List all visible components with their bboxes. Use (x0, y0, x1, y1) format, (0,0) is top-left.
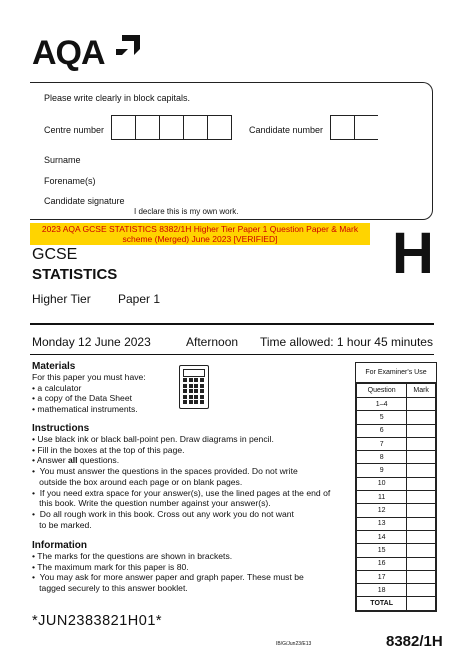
examiner-table-row (357, 411, 436, 424)
mark-cell[interactable] (407, 517, 436, 530)
candidate-number-boxes[interactable] (330, 115, 377, 140)
examiner-use-table (355, 362, 437, 612)
examiner-table-row (357, 544, 436, 557)
block-capitals-instruction: Please write clearly in block capitals. (44, 93, 191, 103)
materials-heading: Materials (32, 361, 76, 372)
materials-item: • a copy of the Data Sheet (32, 393, 132, 404)
question-number-cell: 9 (357, 464, 407, 477)
candidate-signature-label: Candidate signature (44, 196, 125, 206)
aqa-logo-mark-icon (116, 35, 140, 57)
mark-cell[interactable] (407, 504, 436, 517)
mark-cell[interactable] (407, 411, 436, 424)
examiner-table-row (357, 424, 436, 437)
mark-cell[interactable] (407, 424, 436, 437)
mark-cell[interactable] (407, 451, 436, 464)
qualification-title: GCSE (32, 246, 78, 263)
question-number-cell: 5 (357, 411, 407, 424)
materials-item: • mathematical instruments. (32, 404, 138, 415)
question-number-cell: 17 (357, 570, 407, 583)
tier-letter: H (392, 221, 434, 286)
mark-cell[interactable] (407, 398, 436, 411)
total-label: TOTAL (357, 597, 407, 611)
examiner-table-row (357, 570, 436, 583)
mark-column-header: Mark (407, 384, 436, 398)
examiner-table-row (357, 491, 436, 504)
materials-section (32, 361, 146, 415)
question-column-header: Question (357, 384, 407, 398)
paper-code: 8382/1H (386, 633, 443, 650)
information-line: • The maximum mark for this paper is 80. (32, 561, 189, 572)
aqa-logo (32, 34, 142, 74)
examiner-table-row (357, 530, 436, 543)
instruction-line: outside the box around each page or on blank pages. (32, 476, 243, 487)
examiner-table-row (357, 557, 436, 570)
instruction-line: • If you need extra space for your answer(s), use the lined pages at the end of (32, 487, 331, 498)
barcode-text: *JUN2383821H01* (32, 613, 163, 629)
paper-label: Paper 1 (118, 292, 161, 306)
mark-cell[interactable] (407, 437, 436, 450)
instruction-line: to be marked. (32, 519, 92, 530)
declaration-text: I declare this is my own work. (134, 207, 239, 216)
question-number-cell: 12 (357, 504, 407, 517)
exam-session: Afternoon (186, 335, 239, 349)
footer-reference: IB/G/Jun23/E13 (276, 641, 312, 647)
examiner-total-row (357, 597, 436, 611)
instruction-line: this book. Write the question number against your answer(s). (32, 498, 271, 509)
instructions-heading: Instructions (32, 423, 90, 434)
mark-cell[interactable] (407, 570, 436, 583)
surname-label: Surname (44, 155, 81, 165)
mark-cell[interactable] (407, 557, 436, 570)
examiner-table-heading: For Examiner's Use (356, 363, 436, 383)
subject-title: STATISTICS (32, 266, 118, 283)
question-number-cell: 13 (357, 517, 407, 530)
examiner-table-row (357, 437, 436, 450)
examiner-table-row (357, 451, 436, 464)
candidate-number-label: Candidate number (249, 125, 324, 135)
information-section (32, 540, 304, 594)
question-number-cell: 8 (357, 451, 407, 464)
question-number-cell: 18 (357, 584, 407, 597)
divider-bottom (30, 354, 434, 355)
mark-cell[interactable] (407, 491, 436, 504)
question-number-cell: 7 (357, 437, 407, 450)
instruction-line: • Use black ink or black ball-point pen. Draw diagrams in pencil. (32, 434, 274, 444)
examiner-table-row (357, 504, 436, 517)
candidate-details-box (30, 82, 433, 220)
candidate-number-box[interactable] (354, 115, 378, 140)
instruction-line: • Do all rough work in this book. Cross out any work you do not want (32, 508, 294, 519)
mark-cell[interactable] (407, 477, 436, 490)
instructions-section (32, 423, 330, 530)
centre-number-boxes[interactable] (111, 115, 231, 140)
mark-cell[interactable] (407, 464, 436, 477)
examiner-table-row (357, 464, 436, 477)
information-line: • You may ask for more answer paper and graph paper. These must be (32, 572, 304, 583)
examiner-table-row (357, 517, 436, 530)
centre-number-box[interactable] (207, 115, 232, 140)
centre-number-label: Centre number (44, 125, 105, 135)
forenames-label: Forename(s) (44, 176, 96, 186)
centre-number-box[interactable] (159, 115, 184, 140)
question-number-cell: 11 (357, 491, 407, 504)
examiner-table-row (357, 477, 436, 490)
information-line: tagged securely to this answer booklet. (32, 583, 188, 594)
question-number-cell: 14 (357, 530, 407, 543)
calculator-icon (179, 365, 209, 409)
question-number-cell: 1–4 (357, 398, 407, 411)
question-number-cell: 16 (357, 557, 407, 570)
mark-cell[interactable] (407, 530, 436, 543)
total-mark-cell[interactable] (407, 597, 436, 611)
logo-text: AQA (32, 34, 105, 72)
instruction-answer-all: • Answer all questions. (32, 455, 120, 466)
question-number-cell: 6 (357, 424, 407, 437)
question-number-cell: 15 (357, 544, 407, 557)
centre-number-box[interactable] (135, 115, 160, 140)
question-number-cell: 10 (357, 477, 407, 490)
tier-label: Higher Tier (32, 292, 91, 306)
instruction-line: • You must answer the questions in the spaces provided. Do not write (32, 466, 298, 477)
time-allowed: Time allowed: 1 hour 45 minutes (260, 335, 433, 349)
materials-item: • a calculator (32, 382, 82, 393)
information-heading: Information (32, 540, 87, 551)
candidate-number-box[interactable] (330, 115, 355, 140)
divider-top (30, 323, 434, 325)
instruction-line: • Fill in the boxes at the top of this page. (32, 444, 185, 455)
examiner-table-row (357, 398, 436, 411)
mark-cell[interactable] (407, 584, 436, 597)
exam-date: Monday 12 June 2023 (32, 335, 151, 349)
title-banner: 2023 AQA GCSE STATISTICS 8382/1H Higher Tier Paper 1 Question Paper & Mark scheme (Merged) June 2023 [VERIFIED] (30, 223, 370, 245)
examiner-table-row (357, 584, 436, 597)
materials-intro: For this paper you must have: (32, 372, 146, 382)
centre-number-box[interactable] (111, 115, 136, 140)
mark-cell[interactable] (407, 544, 436, 557)
information-line: • The marks for the questions are shown in brackets. (32, 551, 233, 561)
centre-number-box[interactable] (183, 115, 208, 140)
